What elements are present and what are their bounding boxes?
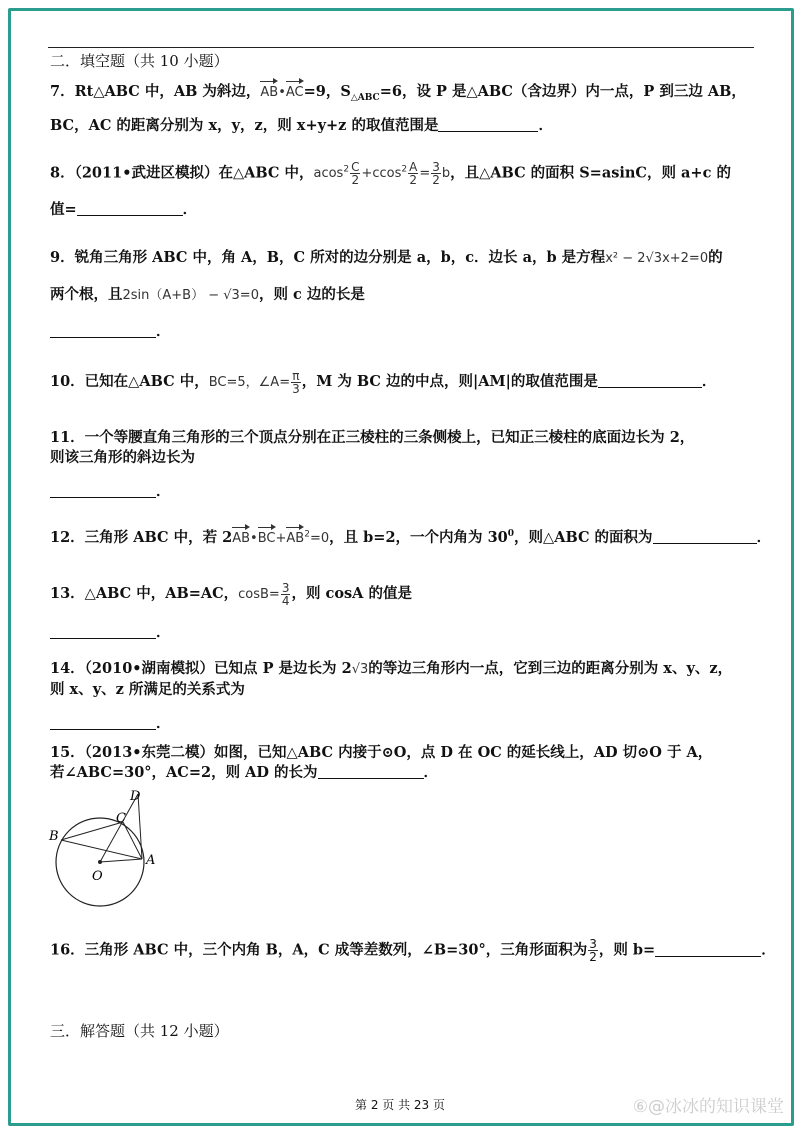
label-b: B — [49, 829, 59, 844]
q12-square: 2 — [304, 529, 310, 540]
q10-answer-blank[interactable] — [598, 373, 702, 388]
q8-math-sq1: 2 — [343, 165, 350, 175]
vector-ab-2: AB — [286, 529, 304, 549]
question-16: 16．三角形 ABC 中，三个内角 B，A，C 成等差数列，∠B=30°，三角形面积为 $\frac{3}{2}$ ，则 b= ． — [50, 937, 776, 964]
q8-math-ccos: +ccos — [361, 166, 402, 182]
line-od — [100, 794, 138, 862]
q12-dot: • — [250, 530, 258, 546]
question-7: 7．Rt△ABC 中，AB 为斜边，AB•AC=9，$S_{\triangle ABC}=6$，设 P 是△ABC（含边界）内一点，P 到三边 AB， BC，AC 的距离分别为 x，y，z，则 x+y+z 的取值范围是 ． — [50, 83, 746, 134]
q8-frac-a-2: $\frac{A}{2}$ — [409, 160, 418, 188]
q11-text-2: 则该三角形的斜边长为 — [50, 449, 195, 466]
q14-root3: √3 — [351, 662, 369, 677]
header-rule — [48, 47, 754, 48]
q10-bc: BC=5， — [208, 375, 259, 390]
q8-math-b: b — [441, 166, 451, 182]
radius-oa — [100, 859, 142, 862]
q15-text-1: 15．（2013•东莞二模）如图，已知△ABC 内接于⊙O，点 D 在 OC 的延长线上，AD 切⊙O 于 A， — [50, 744, 713, 761]
q8-text-1: 8．（2011•武进区模拟）在△ABC 中， — [50, 164, 314, 182]
label-c: C — [116, 811, 126, 826]
question-11: 11．一个等腰直角三角形的三个顶点分别在正三棱柱的三条侧棱上，已知正三棱柱的底面边长为 2， 则该三角形的斜边长为 ． — [50, 428, 762, 502]
q13-answer-blank[interactable] — [50, 624, 156, 639]
vector-bc: BC — [258, 529, 276, 549]
question-13: 13．△ABC 中，AB=AC，cosB= $\frac{3}{4}$ ，则 cosA 的值是 ． — [50, 581, 412, 641]
q12-answer-blank[interactable] — [653, 529, 757, 544]
q15-circle-figure — [44, 786, 174, 910]
section-answer-heading: 三．解答题（共 12 小题） — [50, 1022, 229, 1040]
question-9: 9．锐角三角形 ABC 中，角 A，B，C 所对的边分别是 a，b，c．边长 a，b 是方程x² − 2√3x+2=0的 两个根，且2sin（A+B） − √3=0，则 c 边的长是 ． — [50, 249, 723, 340]
q7-subscript: △ABC — [350, 92, 380, 103]
q8-math-acos: acos — [313, 166, 344, 182]
q16-text-1: 16．三角形 ABC 中，三个内角 B，A，C 成等差数列，∠B=30°，三角形面积为 — [50, 941, 588, 959]
label-o: O — [92, 869, 103, 884]
q9-answer-blank[interactable] — [50, 323, 156, 338]
q8-text-2: ，且△ABC 的面积 S=asinC，则 a+c 的 — [450, 164, 731, 182]
q7-text-2: =9，S — [303, 83, 351, 100]
q9-text-3: 两个根，且 — [50, 286, 123, 303]
q16-text-2: ，则 b= — [598, 941, 656, 959]
vector-ab-1: AB — [232, 529, 250, 549]
label-a: A — [146, 853, 156, 868]
q12-text-1: 12．三角形 ABC 中，若 2 — [50, 528, 233, 546]
q12-degree: 0 — [507, 529, 515, 539]
q10-text-1: 10．已知在△ABC 中， — [50, 373, 209, 390]
q9-text-4: ，则 c 边的长是 — [258, 286, 365, 303]
q9-text-1: 9．锐角三角形 ABC 中，角 A，B，C 所对的边分别是 a，b，c．边长 a，b 是方程 — [50, 249, 606, 266]
q13-frac-3-4: $\frac{3}{4}$ — [281, 581, 290, 608]
label-d: D — [130, 789, 141, 804]
q8-text-3: 值= — [50, 201, 77, 219]
q8-frac-3-2: $\frac{3}{2}$ — [432, 160, 440, 188]
q16-frac-3-2: $\frac{3}{2}$ — [589, 937, 597, 964]
q8-math-sq2: 2 — [401, 165, 408, 175]
q12-text-2: ，且 b=2，一个内角为 30 — [329, 528, 508, 546]
q15-answer-blank[interactable] — [318, 764, 424, 779]
q13-cos: cosB= — [238, 587, 280, 602]
q14-text-3: 则 x、y、z 所满足的关系式为 — [50, 681, 245, 698]
q7-text-1: 7．Rt△ABC 中，AB 为斜边， — [50, 83, 261, 100]
watermark: ⑥@冰冰的知识课堂 — [632, 1097, 784, 1117]
question-8: 8．（2011•武进区模拟）在△ABC 中，acos$^2$ $\frac{C}{2}$ +ccos$^2$ $\frac{A}{2}$ = $\frac{3}{2}$ b，且△ABC 的面积 S=asinC，则 a+c 的 值= ． — [50, 160, 731, 219]
q12-text-3: ，则△ABC 的面积为 — [514, 528, 653, 546]
q9-text-2: 的 — [708, 249, 723, 266]
q9-equation: x² − 2√3x+2=0 — [605, 251, 709, 266]
vector-ac: AC — [286, 83, 304, 103]
q8-math-eq: = — [419, 166, 431, 182]
q11-answer-blank[interactable] — [50, 483, 156, 498]
q12-plus: + — [275, 530, 287, 546]
q10-angle: ∠A= — [258, 375, 291, 390]
page-footer: 第 2 页 共 23 页 — [355, 1098, 445, 1112]
question-10: 10．已知在△ABC 中，BC=5，∠A= $\frac{\pi}{3}$ ，M 为 BC 边的中点，则|AM|的取值范围是 ． — [50, 369, 717, 396]
q12-eq0: =0 — [309, 530, 330, 546]
q10-text-2: ，M 为 BC 边的中点，则|AM|的取值范围是 — [301, 373, 598, 390]
segment-ba — [61, 840, 142, 859]
q8-frac-c-2: $\frac{C}{2}$ — [351, 160, 360, 188]
q16-answer-blank[interactable] — [655, 942, 761, 957]
q8-answer-blank[interactable] — [77, 201, 183, 216]
section-fill-in-heading: 二．填空题（共 10 小题） — [50, 52, 229, 70]
q7-answer-blank[interactable] — [438, 117, 538, 132]
q9-equation-2: 2sin（A+B） − √3=0 — [122, 288, 259, 303]
q14-answer-blank[interactable] — [50, 715, 156, 730]
q14-text-1: 14．（2010•湖南模拟）已知点 P 是边长为 2 — [50, 660, 352, 677]
q15-text-2: 若∠ABC=30°，AC=2，则 AD 的长为 — [50, 764, 318, 781]
question-14: 14．（2010•湖南模拟）已知点 P 是边长为 2√3的等边三角形内一点，它到三边的距离分别为 x、y、z， 则 x、y、z 所满足的关系式为 ． — [50, 659, 762, 734]
q13-text-2: ，则 cosA 的值是 — [291, 585, 412, 602]
q7-text-4: BC，AC 的距离分别为 x，y，z，则 x+y+z 的取值范围是 — [50, 116, 439, 134]
q10-frac-pi-3: $\frac{\pi}{3}$ — [292, 369, 300, 396]
center-point — [98, 860, 102, 864]
q13-text-1: 13．△ABC 中，AB=AC， — [50, 585, 239, 602]
q7-text-3: =6，设 P 是△ABC（含边界）内一点，P 到三边 AB， — [379, 83, 746, 100]
segment-ca — [123, 822, 142, 859]
question-15: 15．（2013•东莞二模）如图，已知△ABC 内接于⊙O，点 D 在 OC 的延长线上，AD 切⊙O 于 A， 若∠ABC=30°，AC=2，则 AD 的长为 ． — [50, 743, 762, 783]
q14-text-2: 的等边三角形内一点，它到三边的距离分别为 x、y、z， — [368, 660, 733, 677]
q11-text-1: 11．一个等腰直角三角形的三个顶点分别在正三棱柱的三条侧棱上，已知正三棱柱的底面边长为 2， — [50, 429, 695, 446]
question-12: 12．三角形 ABC 中，若 $2AB•BC+AB^2=0$，且 b=2，一个内角为 $30^0$，则△ABC 的面积为 ． — [50, 524, 762, 549]
vector-ab: AB — [260, 83, 278, 103]
